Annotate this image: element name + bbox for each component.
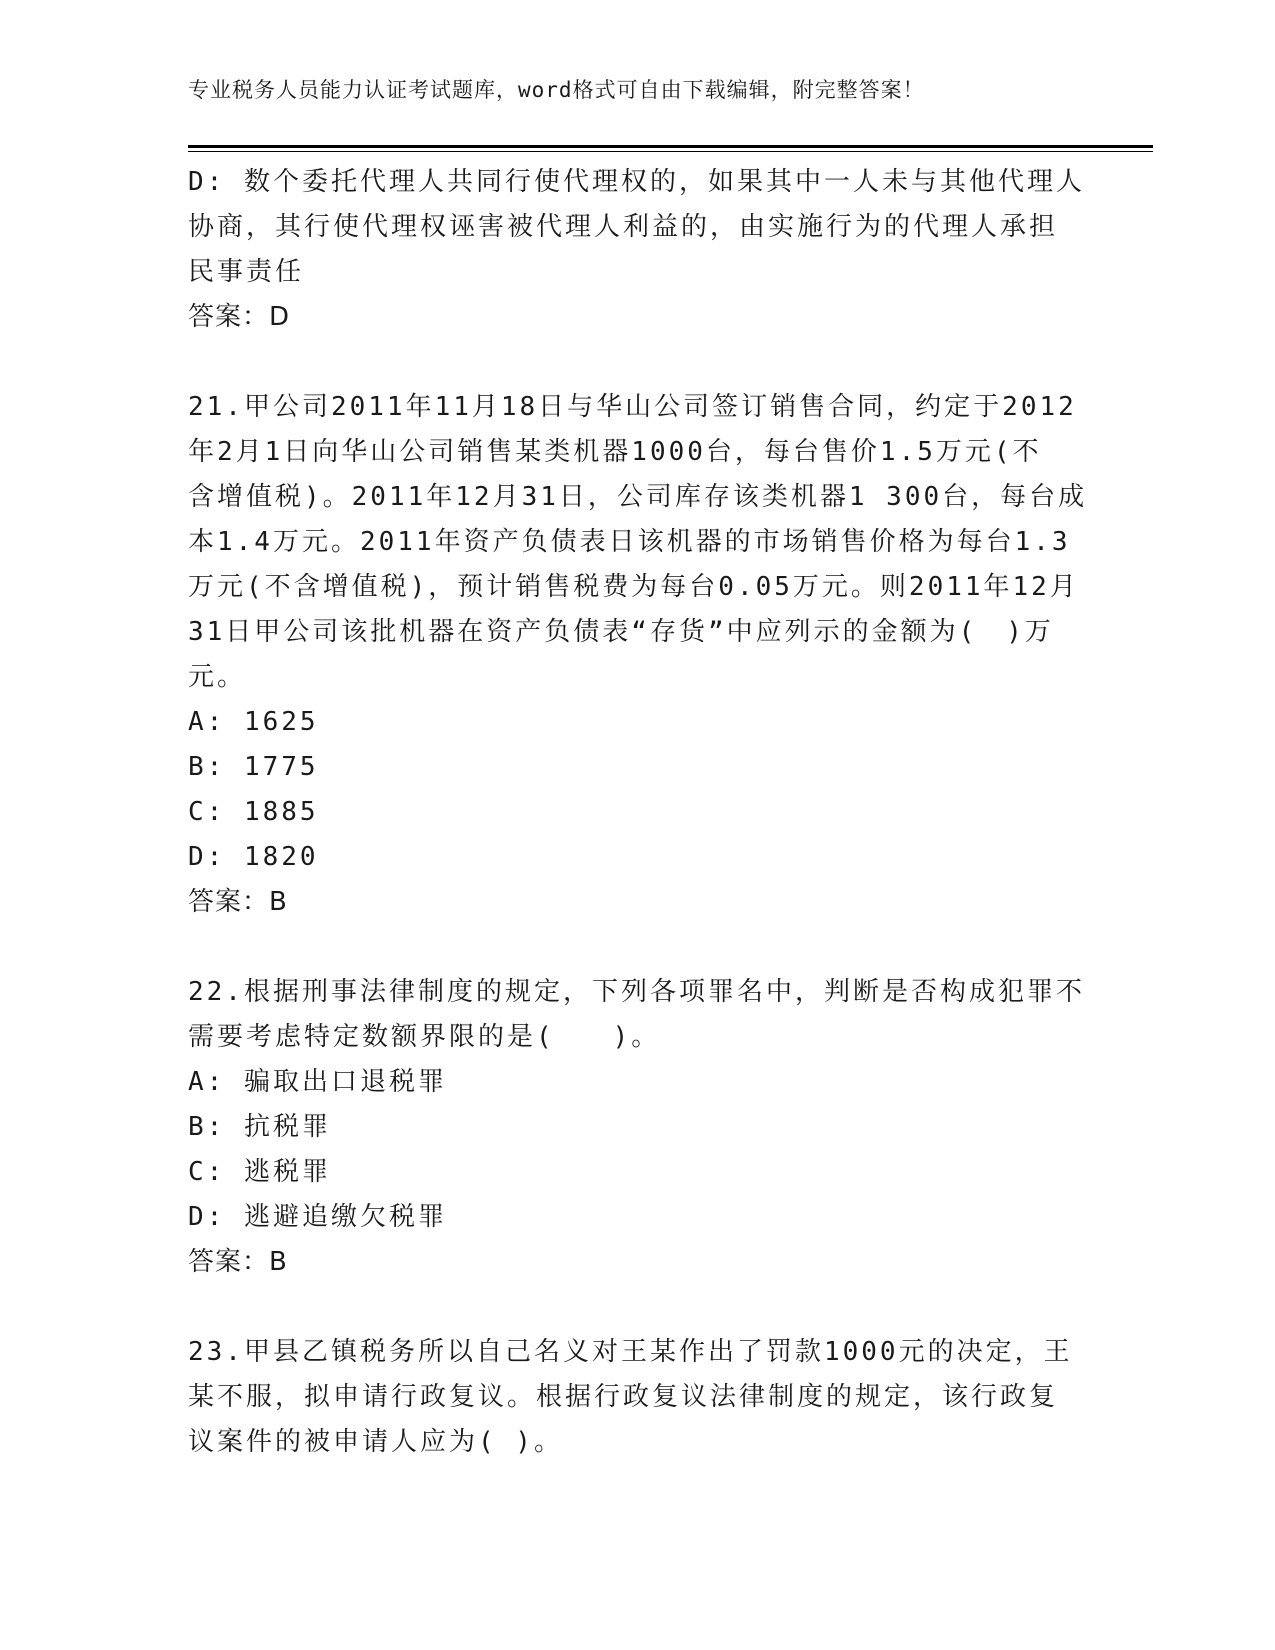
option-c: C: 逃税罪 <box>188 1157 331 1187</box>
header-rule-thick <box>188 145 1153 148</box>
answer-line: 答案：B <box>188 1247 288 1277</box>
option-b: B: 抗税罪 <box>188 1112 331 1142</box>
question-text-line: 21.甲公司2011年11月18日与华山公司签订销售合同，约定于2012 <box>188 392 1077 422</box>
option-d: D: 1820 <box>188 842 319 872</box>
question-text-line: 元。 <box>188 662 247 692</box>
option-a: A: 1625 <box>188 707 319 737</box>
question-text-line: 需要考虑特定数额界限的是( )。 <box>188 1022 661 1052</box>
spacer <box>188 340 1088 385</box>
question-text-line: 某不服，拟申请行政复议。根据行政复议法律制度的规定，该行政复 <box>188 1382 1059 1412</box>
answer-line: 答案：B <box>188 887 288 917</box>
question-text-line: 22.根据刑事法律制度的规定，下列各项罪名中，判断是否构成犯罪不 <box>188 977 1085 1007</box>
header-rule-thin <box>188 151 1153 152</box>
text-line: 协商，其行使代理权诬害被代理人利益的，由实施行为的代理人承担 <box>188 212 1059 242</box>
answer-line: 答案：D <box>188 302 291 332</box>
question-block <box>188 970 1088 1285</box>
question-text-line: 本1.4万元。2011年资产负债表日该机器的市场销售价格为每台1.3 <box>188 527 1071 557</box>
text-line: 民事责任 <box>188 257 305 287</box>
text-line: D: 数个委托代理人共同行使代理权的，如果其中一人未与其他代理人 <box>188 167 1085 197</box>
question-text-line: 万元(不含增值税)，预计销售税费为每台0.05万元。则2011年12月 <box>188 572 1079 602</box>
option-b: B: 1775 <box>188 752 319 782</box>
document-body <box>188 160 1088 1465</box>
spacer <box>188 925 1088 970</box>
page-header: 专业税务人员能力认证考试题库，word格式可自由下载编辑，附完整答案！ <box>188 78 925 102</box>
option-a: A: 骗取出口退税罪 <box>188 1067 447 1097</box>
option-d: D: 逃避追缴欠税罪 <box>188 1202 447 1232</box>
question-text-line: 含增值税)。2011年12月31日，公司库存该类机器1 300台，每台成 <box>188 482 1088 512</box>
question-text-line: 31日甲公司该批机器在资产负债表“存货”中应列示的金额为( )万 <box>188 617 1054 647</box>
question-text-line: 议案件的被申请人应为( )。 <box>188 1427 563 1457</box>
question-text-line: 年2月1日向华山公司销售某类机器1000台，每台售价1.5万元(不 <box>188 437 1042 467</box>
question-text-line: 23.甲县乙镇税务所以自己名义对王某作出了罚款1000元的决定，王 <box>188 1337 1073 1367</box>
question-block <box>188 160 1088 340</box>
question-block <box>188 1330 1088 1465</box>
option-c: C: 1885 <box>188 797 319 827</box>
spacer <box>188 1285 1088 1330</box>
question-block <box>188 385 1088 925</box>
